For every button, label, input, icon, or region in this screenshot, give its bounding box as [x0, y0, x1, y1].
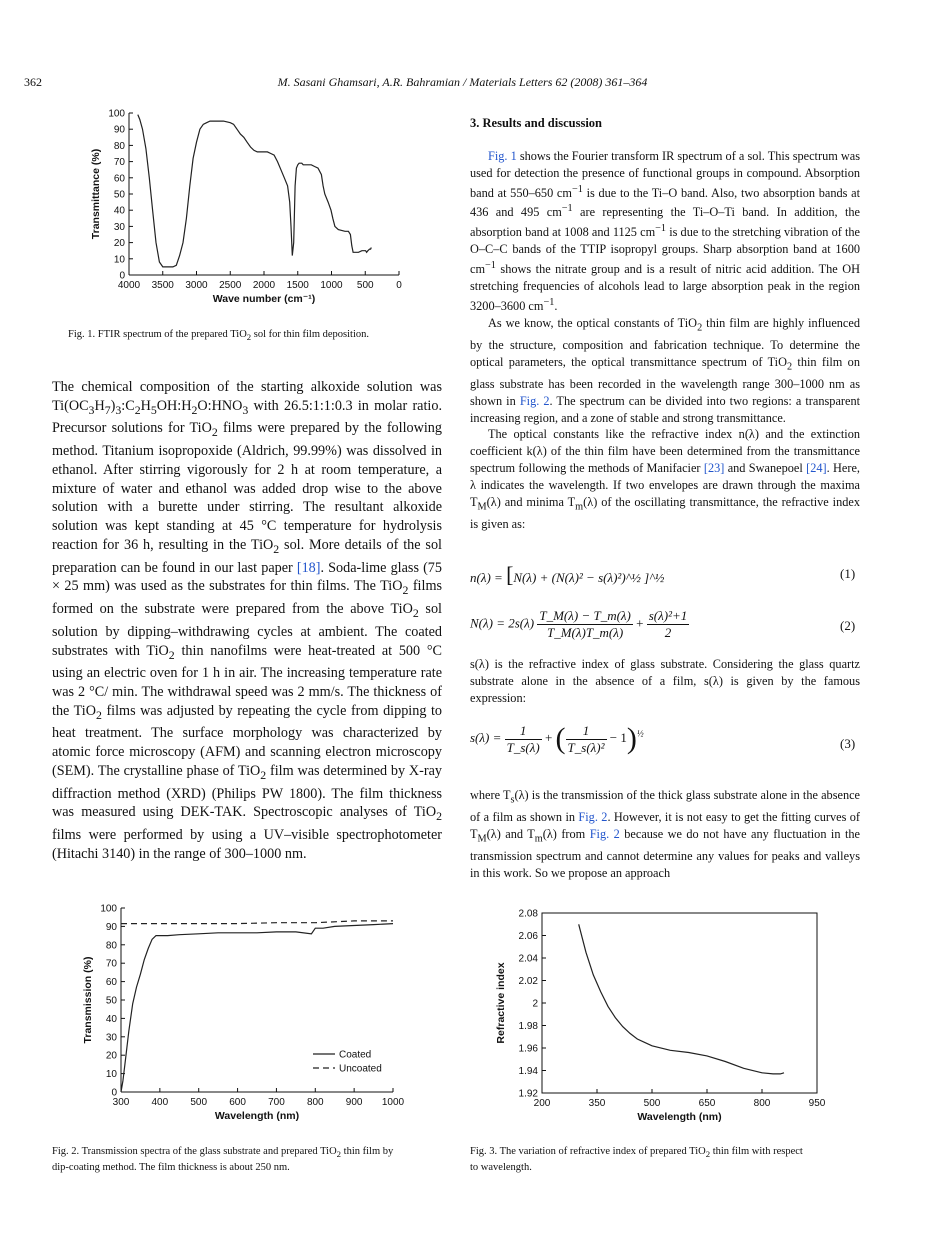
fig2-xtick-label: 400 [151, 1097, 169, 1108]
fig2-ytick-label: 40 [105, 1013, 117, 1025]
page-number: 362 [24, 75, 42, 89]
equation-3-number: (3) [840, 736, 856, 751]
fig2-ytick-label: 100 [100, 903, 117, 915]
fig2-xtick-label: 500 [190, 1097, 208, 1108]
fig1-ytick-label: 30 [113, 221, 125, 233]
fig2-ytick-label: 30 [105, 1032, 117, 1044]
fig2-ytick-label: 90 [105, 921, 117, 933]
fig2-legend-label: Coated [339, 1049, 372, 1061]
fig3-ytick-label: 2.08 [518, 908, 538, 920]
fig2-xtick-label: 800 [306, 1097, 324, 1108]
fig2-ytick-label: 60 [105, 977, 117, 989]
fig1-chart [85, 105, 425, 315]
fig2-xtick-label: 600 [229, 1097, 246, 1108]
fig3-xtick-label: 650 [698, 1098, 716, 1109]
fig1-ytick-label: 50 [113, 189, 125, 201]
fig1-xtick-label: 3000 [185, 280, 208, 291]
right-column-text-bottom: where $T_s(\lambda)$ is the transmission of the thick glass substrate alone in the absence of a film as shown in Fig. 2. However, it is not easy to get the fitting curves of $T_M(\lambda)$ and $T_m(\lambda)$ from Fig. 2 because we do not have any fluctuation in the transmission spectrum and cannot determine any values for peaks and valleys in this work. So we propose an approach [470, 788, 861, 881]
fig2-chart [78, 900, 418, 1130]
fig2-ytick-label: 10 [105, 1069, 117, 1081]
fig1-caption: Fig. 1. FTIR spectrum of the prepared TiO$_2$ sol for thin film deposition. [68, 329, 369, 343]
fig3-ytick-label: 1.96 [518, 1043, 538, 1055]
fig2-link-3[interactable]: Fig. 2 [589, 827, 620, 842]
fig1-ytick-label: 70 [113, 157, 125, 169]
fig1-series-ftir [138, 115, 371, 267]
fig2-link[interactable]: Fig. 2 [519, 393, 550, 408]
equation-2: N(λ) = 2s(λ) $\frac{T\_M(\lambda) - T\_m(\lambda)}{T\_M(\lambda)T\_m(\lambda)}$ + $\frac{\text{s(λ)²+1}}{2}$ [470, 608, 688, 640]
fig2-ytick-label: 50 [105, 995, 117, 1007]
fig3-caption: Fig. 3. The variation of refractive index of prepared TiO$_2$ thin film with respect to wavelength. [470, 1146, 803, 1174]
equation-3: s(λ) = $\frac{1}{T\_s(\lambda)}$ + ( $\frac{1}{\text{T\_s(λ)²}}$ − 1)$^{\frac{1}{2}}$ [470, 722, 644, 755]
fig3-series-n [579, 924, 784, 1074]
fig1-xtick-label: 2500 [219, 280, 242, 291]
fig3-xlabel: Wavelength (nm) [637, 1111, 722, 1123]
fig2-xtick-label: 900 [345, 1097, 363, 1108]
ref-23-link[interactable]: [23] [703, 460, 725, 475]
fig3-chart [490, 905, 840, 1130]
fig1-ytick-label: 10 [113, 254, 125, 266]
right-column-text-top: Fig. 1 shows the Fourier transform IR spectrum of a sol. This spectrum was used for detection the presence of functional groups in compound. Absorption band at 550–650 $cm^{-1}$ is due to the Ti–O band. Also, two absorption bands at 436 and 495 $cm^{-1}$ are representing the Ti–O–Ti band. In addition, the absorption band at 1008 and 1125 $cm^{-1}$ is due to the stretching vibration of the O–C–C bands of the TTIP isopropyl groups. Sharp absorption band at 1600 $cm^{-1}$ shows the nitrate group and is a result of nitric acid addition. The OH stretching frequencies of alcohols lead to large absorption peak in the region 3200–3600 $cm^{-1}$. As we know, the optical constants of TiO$_2$ thin film are highly influenced by the structure, composition and fabrication technique. To determine the optical parameters, the optical transmittance spectrum of TiO$_2$ thin film on glass substrate has been recorded in the wavelength range 300–1000 nm as shown in Fig. 2. The spectrum can be divided into two regions: a transparent increasing region, and a zone of stable and strong transmittance. The optical constants like the refractive index n(λ) and the extinction coefficient k(λ) of the thin film have been determined from the transmittance spectrum following the methods of Manifacier [23] and Swanepoel [24]. Here, λ indicates the wavelength. If two envelopes are drawn through the maxima $T_M(\lambda)$ and minima $T_m(\lambda)$ of the oscillating transmittance, the refractive index is given as: [470, 149, 861, 531]
equation-1: n(λ) = [N(λ) + (N(λ)² − s(λ)²)^½ ]^½ [470, 562, 665, 587]
fig2-series-uncoated [121, 921, 393, 924]
fig3-xtick-label: 350 [588, 1098, 606, 1109]
equation-1-number: (1) [840, 566, 856, 581]
fig1-xtick-label: 3500 [151, 280, 174, 291]
fig3-ytick-label: 1.94 [518, 1066, 538, 1077]
fig3-xtick-label: 950 [808, 1098, 826, 1109]
fig1-ytick-label: 20 [113, 238, 125, 250]
equation-2-number: (2) [840, 618, 856, 633]
fig2-ytick-label: 20 [105, 1050, 117, 1062]
fig1-xlabel: Wave number (cm⁻¹) [212, 293, 316, 305]
left-column-text: The chemical composition of the starting alkoxide solution was $Ti(OC_3H_7)_3:C_2H_5OH:H_2O:HNO_3$ with 26.5:1:1:0.3 in molar ratio. Precursor solutions for TiO$_2$ films were prepared by the following method. Titanium isopropoxide (Aldrich, 99.99%) was dissolved in ethanol. After stirring vigorously for 2 h at room temperature, a mixture of water and ethanol was added drop wise to the above solution with a burette under stirring. The resultant alkoxide solution was kept standing at 45 °C temperature for hydrolysis reaction for 36 h, resulting in the TiO$_2$ sol. More details of the sol preparation can be found in our last paper [18]. Soda-lime glass (75 × 25 mm) was used as the substrates for thin films. The TiO$_2$ films formed on the substrate were prepared from the above TiO$_2$ sol solution by dipping–withdrawing cycles at ambient. The coated substrates with TiO$_2$ thin nanofilms were heat-treated at 500 °C using an electric oven for 1 h in air. The increasing temperature rate was 2 °C/ min. The withdrawal speed was 2 mm/s. The thickness of the TiO$_2$ films was adjusted by repeating the cycle from dipping to heat treatment. The surface morphology was characterized by atomic force microscopy (AFM) and scanning electron microscopy (SEM). The crystalline phase of TiO$_2$ film was determined by X-ray diffraction method (XRD) (Philips PW 1800). The film thickness was measured using DEK-TAK. Spectroscopic analyses of TiO$_2$ films were performed by using a UV–visible spectrophotometer (Hitachi 3140) in the range of 300–1000 nm. [52, 379, 443, 862]
fig2-ytick-label: 70 [105, 958, 117, 970]
fig1-xtick-label: 500 [356, 280, 374, 291]
fig1-ytick-label: 90 [113, 124, 125, 136]
fig1-xtick-label: 2000 [252, 280, 276, 291]
fig1-ytick-label: 100 [108, 108, 125, 120]
fig1-ytick-label: 40 [113, 205, 125, 217]
fig2-xlabel: Wavelength (nm) [214, 1110, 300, 1122]
fig3-xtick-label: 800 [753, 1098, 771, 1109]
fig1-ytick-label: 60 [113, 173, 125, 185]
fig3-ytick-label: 1.92 [518, 1088, 538, 1100]
ref-24-link[interactable]: [24] [806, 460, 827, 475]
fig1-link[interactable]: Fig. 1 [488, 149, 517, 163]
fig2-ytick-label: 0 [111, 1087, 117, 1099]
fig3-ylabel: Refractive index [495, 962, 507, 1044]
fig3-ytick-label: 2.04 [518, 953, 538, 965]
section-title: 3. Results and discussion [470, 116, 602, 130]
fig2-link-2[interactable]: Fig. 2 [578, 810, 608, 825]
fig1-ytick-label: 80 [113, 140, 125, 152]
fig1-xtick-label: 1500 [286, 280, 309, 291]
fig1-ylabel: Transmittance (%) [90, 148, 102, 240]
fig2-caption: Fig. 2. Transmission spectra of the glass substrate and prepared TiO$_2$ thin film by dip-coating method. The film thickness is about 250 nm. [52, 1146, 394, 1174]
fig2-legend-label: Uncoated [339, 1063, 382, 1075]
running-title: M. Sasani Ghamsari, A.R. Bahramian / Materials Letters 62 (2008) 361–364 [277, 75, 648, 89]
fig2-ylabel: Transmission (%) [82, 956, 94, 1044]
fig2-xtick-label: 1000 [381, 1097, 405, 1108]
fig1-xtick-label: 0 [396, 280, 402, 291]
fig3-ytick-label: 1.98 [518, 1021, 538, 1032]
fig2-ytick-label: 80 [105, 940, 117, 952]
fig3-ytick-label: 2 [532, 998, 538, 1010]
ref-18-link[interactable]: [18] [296, 559, 321, 576]
fig1-ytick-label: 0 [119, 270, 125, 282]
fig1-xtick-label: 1000 [320, 280, 343, 291]
fig3-xtick-label: 200 [533, 1098, 551, 1109]
right-column-text-mid: s(λ) is the refractive index of glass substrate. Considering the glass quartz substrate alone in the absence of a film, s(λ) is given by the famous expression: [470, 657, 860, 705]
fig3-xtick-label: 500 [643, 1098, 661, 1109]
fig2-xtick-label: 300 [112, 1097, 130, 1108]
fig2-xtick-label: 700 [268, 1097, 285, 1108]
fig1-xtick-label: 4000 [117, 280, 141, 291]
fig3-ytick-label: 2.02 [518, 976, 538, 987]
fig3-ytick-label: 2.06 [518, 931, 538, 942]
